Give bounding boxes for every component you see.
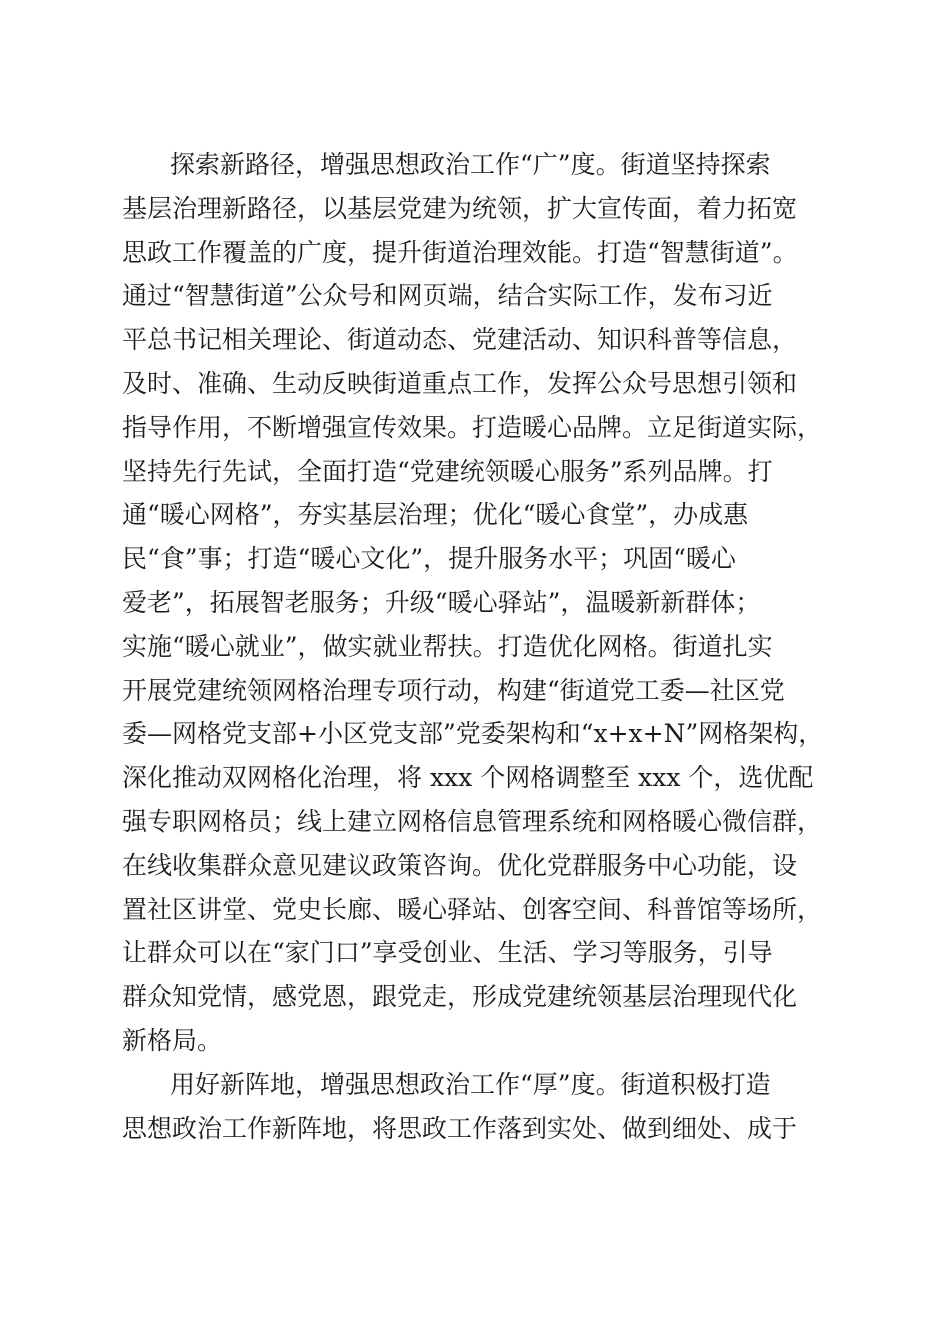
text-line: 思政工作覆盖的广度，提升街道治理效能。打造“智慧街道”。 [122,237,798,267]
text-line: 群众知党情，感党恩，跟党走，形成党建统领基层治理现代化 [122,982,798,1012]
text-line: 指导作用，不断增强宣传效果。打造暖心品牌。立足街道实际， [122,412,823,442]
text-line: 坚持先行先试，全面打造“党建统领暖心服务”系列品牌。打 [122,456,773,486]
text-line: 新格局。 [122,1025,223,1055]
text-line: 基层治理新路径，以基层党建为统领，扩大宣传面，着力拓宽 [122,193,798,223]
text-line: 爱老”，拓展智老服务；升级“暖心驿站”，温暖新新群体； [122,587,761,617]
text-line: 及时、准确、生动反映街道重点工作，发挥公众号思想引领和 [122,368,798,398]
text-line: 通“暖心网格”，夯实基层治理；优化“暖心食堂”，办成惠 [122,500,749,530]
text-line: 在线收集群众意见建议政策咨询。优化党群服务中心功能，设 [122,850,798,880]
paragraph-2 [122,1063,842,1151]
paragraph-1 [122,143,842,1063]
text-line: 探索新路径，增强思想政治工作“广”度。街道坚持探索 [170,150,771,179]
document-body [122,143,842,1150]
text-line: 开展党建统领网格治理专项行动，构建“街道党工委—社区党 [122,675,785,705]
text-line: 用好新阵地，增强思想政治工作“厚”度。街道积极打造 [170,1069,771,1099]
text-line: 通过“智慧街道”公众号和网页端，结合实际工作，发布习近 [122,281,773,311]
text-line: 思想政治工作新阵地，将思政工作落到实处、做到细处、成于 [122,1113,798,1143]
text-line: 平总书记相关理论、街道动态、党建活动、知识科普等信息， [122,325,798,355]
text-line: 置社区讲堂、党史长廊、暖心驿站、创客空间、科普馆等场所， [122,894,823,924]
text-line: 实施“暖心就业”，做实就业帮扶。打造优化网格。街道扎实 [122,631,773,661]
text-line: 强专职网格员；线上建立网格信息管理系统和网格暖心微信群， [122,806,823,836]
text-line: 让群众可以在“家门口”享受创业、生活、学习等服务，引导 [122,938,773,968]
text-line: 民“食”事；打造“暖心文化”，提升服务水平；巩固“暖心 [122,544,736,574]
text-line: 委—网格党支部+小区党支部”党委架构和“x+x+N”网格架构， [122,719,824,749]
text-line: 深化推动双网格化治理，将 xxx 个网格调整至 xxx 个，选优配 [122,763,814,793]
